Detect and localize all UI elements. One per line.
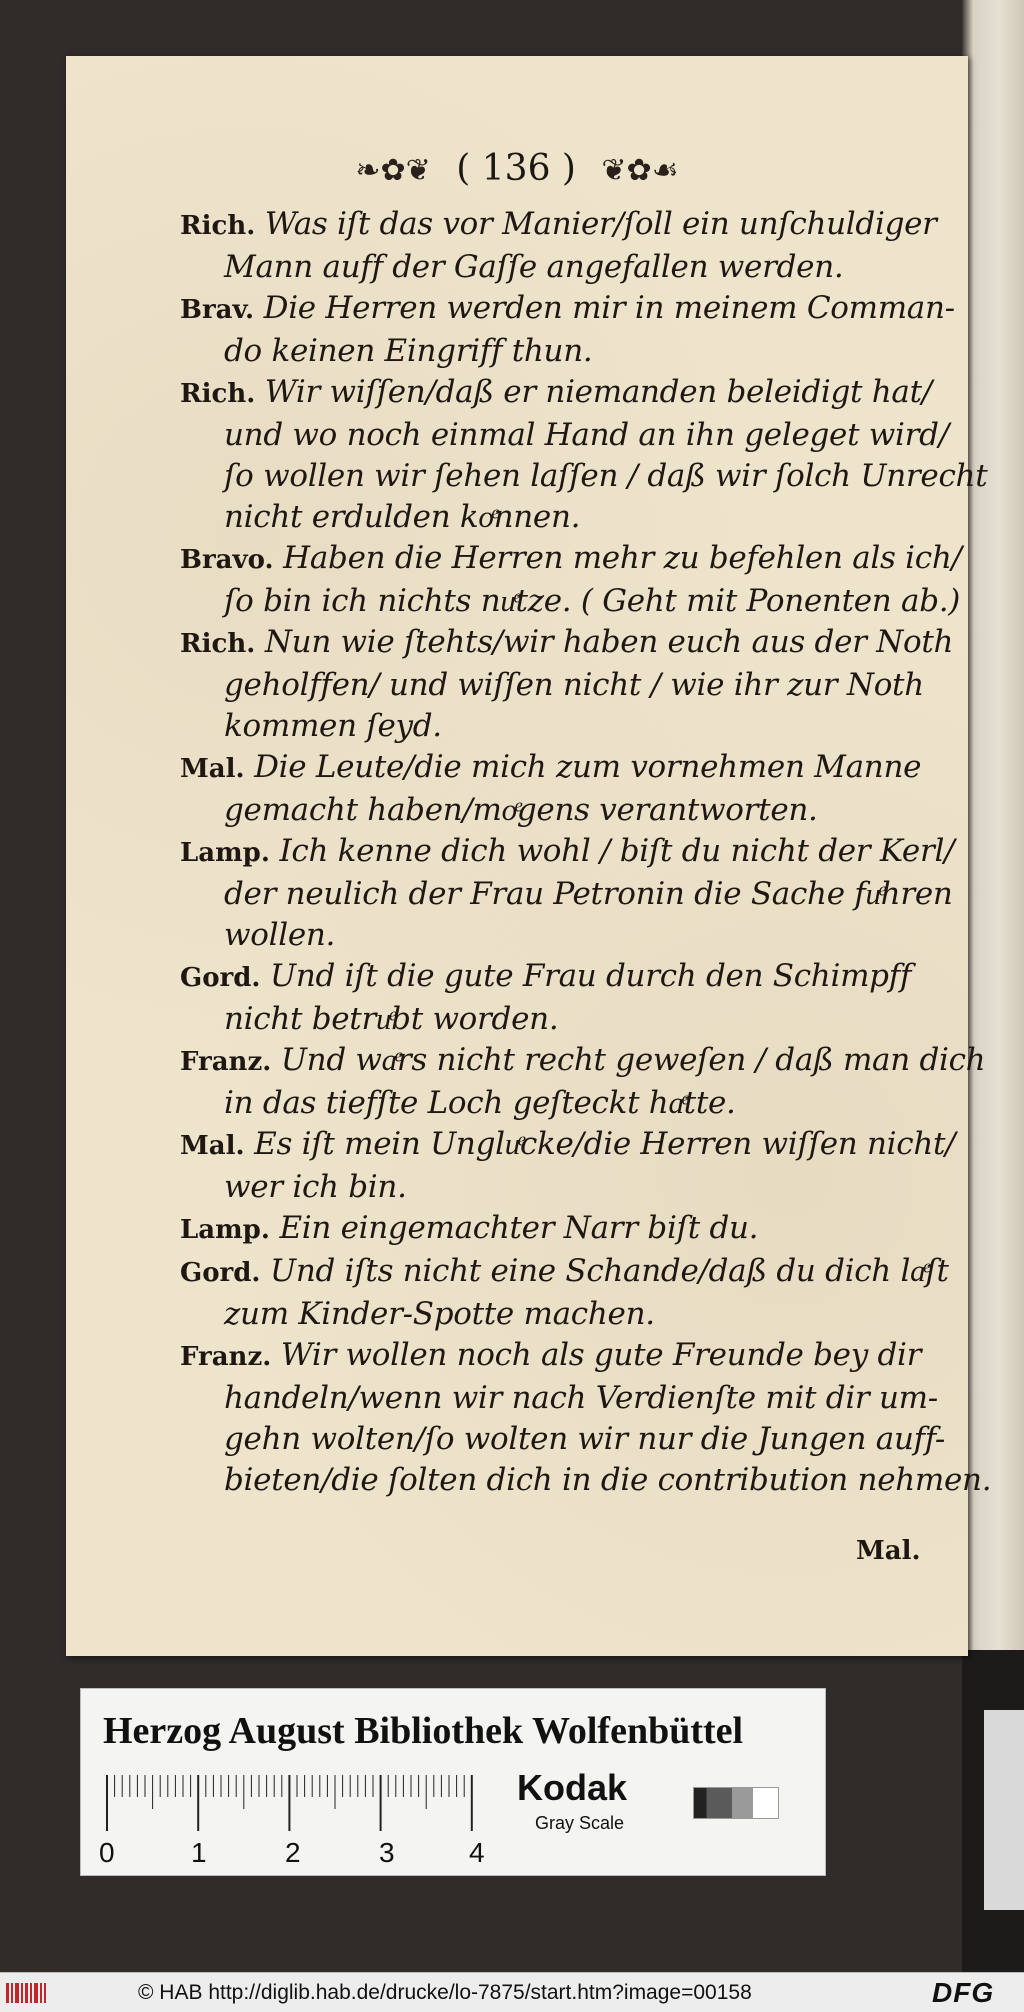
text-line xyxy=(180,622,954,665)
line-text: Die Leute/die mich zum vornehmen Manne xyxy=(254,749,922,785)
speech-block xyxy=(180,372,988,538)
line-text: Und iſt die gute Frau durch den Schimpff xyxy=(270,958,912,994)
line-text: geholffen/ und wiſſen nicht / wie ihr zur Noth xyxy=(224,667,924,703)
ruler-label: 2 xyxy=(285,1837,301,1868)
line-text: in das tiefſte Loch geſteckt haͤtte. xyxy=(224,1085,736,1121)
text-line xyxy=(180,999,942,1040)
text-line xyxy=(180,415,949,456)
text-line xyxy=(180,1460,992,1501)
speech-block xyxy=(180,1208,942,1251)
speaker-name: Franz. xyxy=(180,1342,272,1372)
speaker-name: Mal. xyxy=(180,754,245,784)
ornament-right-icon: ❦✿☙ xyxy=(601,153,679,188)
text-line xyxy=(180,538,962,581)
ruler-label: 4 xyxy=(469,1837,485,1868)
text-line xyxy=(180,665,942,706)
gray-scale-patch xyxy=(693,1787,779,1819)
text-line xyxy=(180,1124,956,1167)
adjacent-page-shadow xyxy=(962,1650,1024,1972)
line-text: der neulich der Frau Petronin die Sache fuͤhren xyxy=(224,876,953,912)
line-text: Was iſt das vor Manier/ſoll ein unſchuldiger xyxy=(264,206,937,242)
text-line xyxy=(180,1167,942,1208)
page-header xyxy=(66,148,968,189)
line-text: nicht betruͤbt worden. xyxy=(224,1001,559,1037)
line-text: Ich kenne dich wohl / biſt du nicht der Kerl/ xyxy=(279,833,955,869)
text-line xyxy=(180,247,942,288)
dfg-logo: DFG xyxy=(932,1977,995,2008)
ruler-label: 1 xyxy=(191,1837,207,1868)
speaker-name: Rich. xyxy=(180,379,256,409)
text-line xyxy=(180,1294,942,1335)
line-text: gemacht haben/moͤgens verantworten. xyxy=(224,792,818,828)
line-text: Und iſts nicht eine Schande/daß du dich laͤſt xyxy=(270,1253,949,1289)
catchword: Mal. xyxy=(856,1536,921,1566)
line-text: wer ich bin. xyxy=(224,1169,407,1205)
ornament-left-icon: ❧✿❦ xyxy=(355,153,431,188)
speech-block xyxy=(180,747,942,831)
line-text: do keinen Eingriff thun. xyxy=(224,333,593,369)
speaker-name: Gord. xyxy=(180,963,261,993)
text-line xyxy=(180,1335,942,1378)
viewer-footer xyxy=(0,1972,1024,2012)
text-line xyxy=(180,915,942,956)
speech-block xyxy=(180,1251,949,1335)
speech-block xyxy=(180,1040,986,1124)
line-text: Die Herren werden mir in meinem Comman- xyxy=(263,290,955,326)
text-line xyxy=(180,204,942,247)
speaker-name: Rich. xyxy=(180,211,256,241)
line-text: Nun wie ſtehts/wir haben euch aus der Noth xyxy=(264,624,954,660)
text-line xyxy=(180,1040,986,1083)
line-text: Wir wiſſen/daß er niemanden beleidigt hat/ xyxy=(264,374,932,410)
ruler xyxy=(105,1775,485,1831)
ruler-label: 0 xyxy=(99,1837,115,1868)
speech-block xyxy=(180,1124,956,1208)
speech-block xyxy=(180,204,942,288)
text-line xyxy=(180,790,942,831)
line-text: Es iſt mein Ungluͤcke/die Herren wiſſen nicht/ xyxy=(254,1126,956,1162)
speaker-name: Franz. xyxy=(180,1047,272,1077)
text-line xyxy=(180,1083,942,1124)
speaker-name: Mal. xyxy=(180,1131,245,1161)
library-name: Herzog August Bibliothek Wolfenbüttel xyxy=(103,1710,744,1752)
speech-block xyxy=(180,831,955,956)
speaker-name: Lamp. xyxy=(180,1215,270,1245)
text-line xyxy=(180,1419,946,1460)
line-text: Mann auff der Gaſſe angefallen werden. xyxy=(224,249,844,285)
text-line xyxy=(180,581,961,622)
text-line xyxy=(180,1251,949,1294)
line-text: kommen ſeyd. xyxy=(224,708,442,744)
speaker-name: Rich. xyxy=(180,629,256,659)
speech-block xyxy=(180,956,942,1040)
speech-block xyxy=(180,538,962,622)
speech-block xyxy=(180,622,954,747)
book-page xyxy=(66,56,992,1656)
text-line xyxy=(180,1378,942,1419)
line-text: Ein eingemachter Narr biſt du. xyxy=(279,1210,759,1246)
line-text: und wo noch einmal Hand an ihn geleget wird/ xyxy=(224,417,949,453)
line-text: handeln/wenn wir nach Verdienſte mit dir um- xyxy=(224,1380,938,1416)
color-target-card xyxy=(80,1688,826,1876)
line-text: ſo wollen wir ſehen laſſen / daß wir ſolch Unrecht xyxy=(224,458,988,494)
hab-logo-icon xyxy=(4,1979,48,2007)
line-text: nicht erdulden koͤnnen. xyxy=(224,499,581,535)
line-text: gehn wolten/ſo wolten wir nur die Jungen auff- xyxy=(224,1421,946,1457)
text-line xyxy=(180,288,955,331)
gray-scale-label: Gray Scale xyxy=(535,1813,625,1833)
line-text: wollen. xyxy=(224,917,336,953)
text-line xyxy=(180,372,942,415)
line-text: zum Kinder-Spotte machen. xyxy=(224,1296,655,1332)
line-text: ſo bin ich nichts nuͤtze. ( Geht mit Ponenten ab.) xyxy=(224,583,961,619)
text-line xyxy=(180,497,942,538)
page-number: ( 136 ) xyxy=(456,148,576,189)
speech-block xyxy=(180,1335,992,1501)
kodak-logo: Kodak xyxy=(517,1767,628,1808)
speaker-name: Bravo. xyxy=(180,545,274,575)
text-line xyxy=(180,1208,942,1251)
speaker-name: Gord. xyxy=(180,1258,261,1288)
text-line xyxy=(180,456,988,497)
speech-block xyxy=(180,288,955,372)
text-line xyxy=(180,874,953,915)
line-text: bieten/die ſolten dich in die contribution nehmen. xyxy=(224,1462,992,1498)
text-line xyxy=(180,706,942,747)
ruler-label: 3 xyxy=(379,1837,395,1868)
speaker-name: Lamp. xyxy=(180,838,270,868)
text-line xyxy=(180,831,955,874)
dialogue-text xyxy=(180,204,992,1501)
text-line xyxy=(180,956,942,999)
line-text: Und waͤrs nicht recht geweſen / daß man dich xyxy=(280,1042,986,1078)
text-line xyxy=(180,747,942,790)
line-text: Wir wollen noch als gute Freunde bey dir xyxy=(280,1337,922,1373)
speaker-name: Brav. xyxy=(180,295,255,325)
footer-citation-link[interactable]: © HAB http://diglib.hab.de/drucke/lo-7875/start.htm?image=00158 xyxy=(138,1981,752,2004)
line-text: Haben die Herren mehr zu befehlen als ich/ xyxy=(283,540,962,576)
text-line xyxy=(180,331,942,372)
